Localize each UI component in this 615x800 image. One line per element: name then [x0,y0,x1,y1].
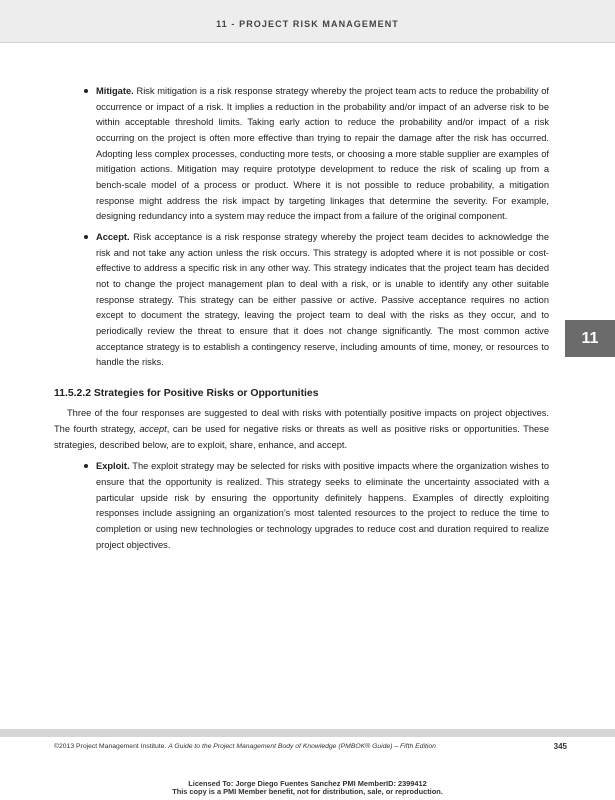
page-body [54,84,549,558]
section-intro-part-2: , can be used for negative risks or threats as well as positive risks or opportunities. These strategies, described below, are to exploit, share, enhance, and accept. [54,424,549,450]
license-line-2: This copy is a PMI Member benefit, not for distribution, sale, or reproduction. [172,787,443,796]
running-header [0,0,615,43]
exploit-text: The exploit strategy may be selected for risks with positive impacts where the organization wishes to ensure that the opportunity is realized. This strategy seeks to eliminate the uncertainty associated with a particular upside risk by ensuring the opportunity definitely happens. Examples of directly exploiting responses include assigning an organization’s most talented resources to the project to reduce the time to completion or using new technologies or technology upgrades to reduce cost and duration required to realize project objectives. [96,461,549,550]
bullet-accept [54,230,549,371]
page-number: 345 [553,742,567,751]
license-notice [0,780,615,796]
bullet-mitigate [54,84,549,225]
accept-paragraph [96,230,549,371]
mitigate-paragraph [96,84,549,225]
accept-text: Risk acceptance is a risk response strategy whereby the project team decides to acknowledge the risk and not take any action unless the risk occurs. This strategy is adopted where it is not possible or cost-effective to address a specific risk in any other way. This strategy indicates that the project team has decided not to change the project management plan to deal with a risk, or is unable to identify any other suitable response strategy. This strategy can be either passive or active. Passive acceptance requires no action except to document the strategy, leaving the project team to deal with the risks as they occur, and to periodically review the threat to ensure that it does not change significantly. The most common active acceptance strategy is to establish a contingency reserve, including amounts of time, money, or resources to handle the risks. [96,231,549,368]
chapter-tab: 11 [565,320,615,357]
book-title: A Guide to the Project Management Body of Knowledge (PMBOK® Guide) – Fifth Edition [168,743,436,750]
chapter-header-title: 11 - PROJECT RISK MANAGEMENT [216,19,399,29]
license-line-1: Licensed To: Jorge Diego Fuentes Sanchez PMI MemberID: 2399412 [188,779,427,788]
accept-term: Accept. [96,231,130,242]
section-intro-paragraph [54,406,549,453]
section-intro-part-1: Three of the four responses are suggested to deal with risks with potentially positive impacts on project objectives. The fourth strategy, [54,408,549,435]
bullet-icon [84,464,88,468]
exploit-paragraph [96,459,549,553]
bullet-icon [84,89,88,93]
mitigate-term: Mitigate. [96,86,134,96]
copyright-text: ©2013 Project Management Institute. [54,743,169,750]
exploit-term: Exploit. [96,461,130,472]
bullet-exploit [54,459,549,553]
section-intro-italic: accept [139,424,167,435]
mitigate-text: Risk mitigation is a risk response strategy whereby the project team acts to reduce the probability of occurrence or impact of a risk. It implies a reduction in the probability and/or impact of an adverse risk to be within acceptable threshold limits. Taking early action to reduce the probability and/or impact of a risk occurring on the project is often more effective than trying to repair the damage after the risk has occurred. Adopting less complex processes, conducting more tests, or choosing a more stable supplier are examples of mitigation actions. Mitigation may require prototype development to reduce the risk of scaling up from a bench-scale model of a process or product. Where it is not possible to reduce probability, a mitigation response might address the risk impact by targeting linkages that determine the severity. For example, designing redundancy into a system may reduce the impact from a failure of the original component. [96,86,549,222]
bullet-icon [84,235,88,239]
footer-rule [0,729,615,737]
section-heading: 11.5.2.2 Strategies for Positive Risks or Opportunities [54,387,319,399]
footer-copyright [54,743,436,750]
